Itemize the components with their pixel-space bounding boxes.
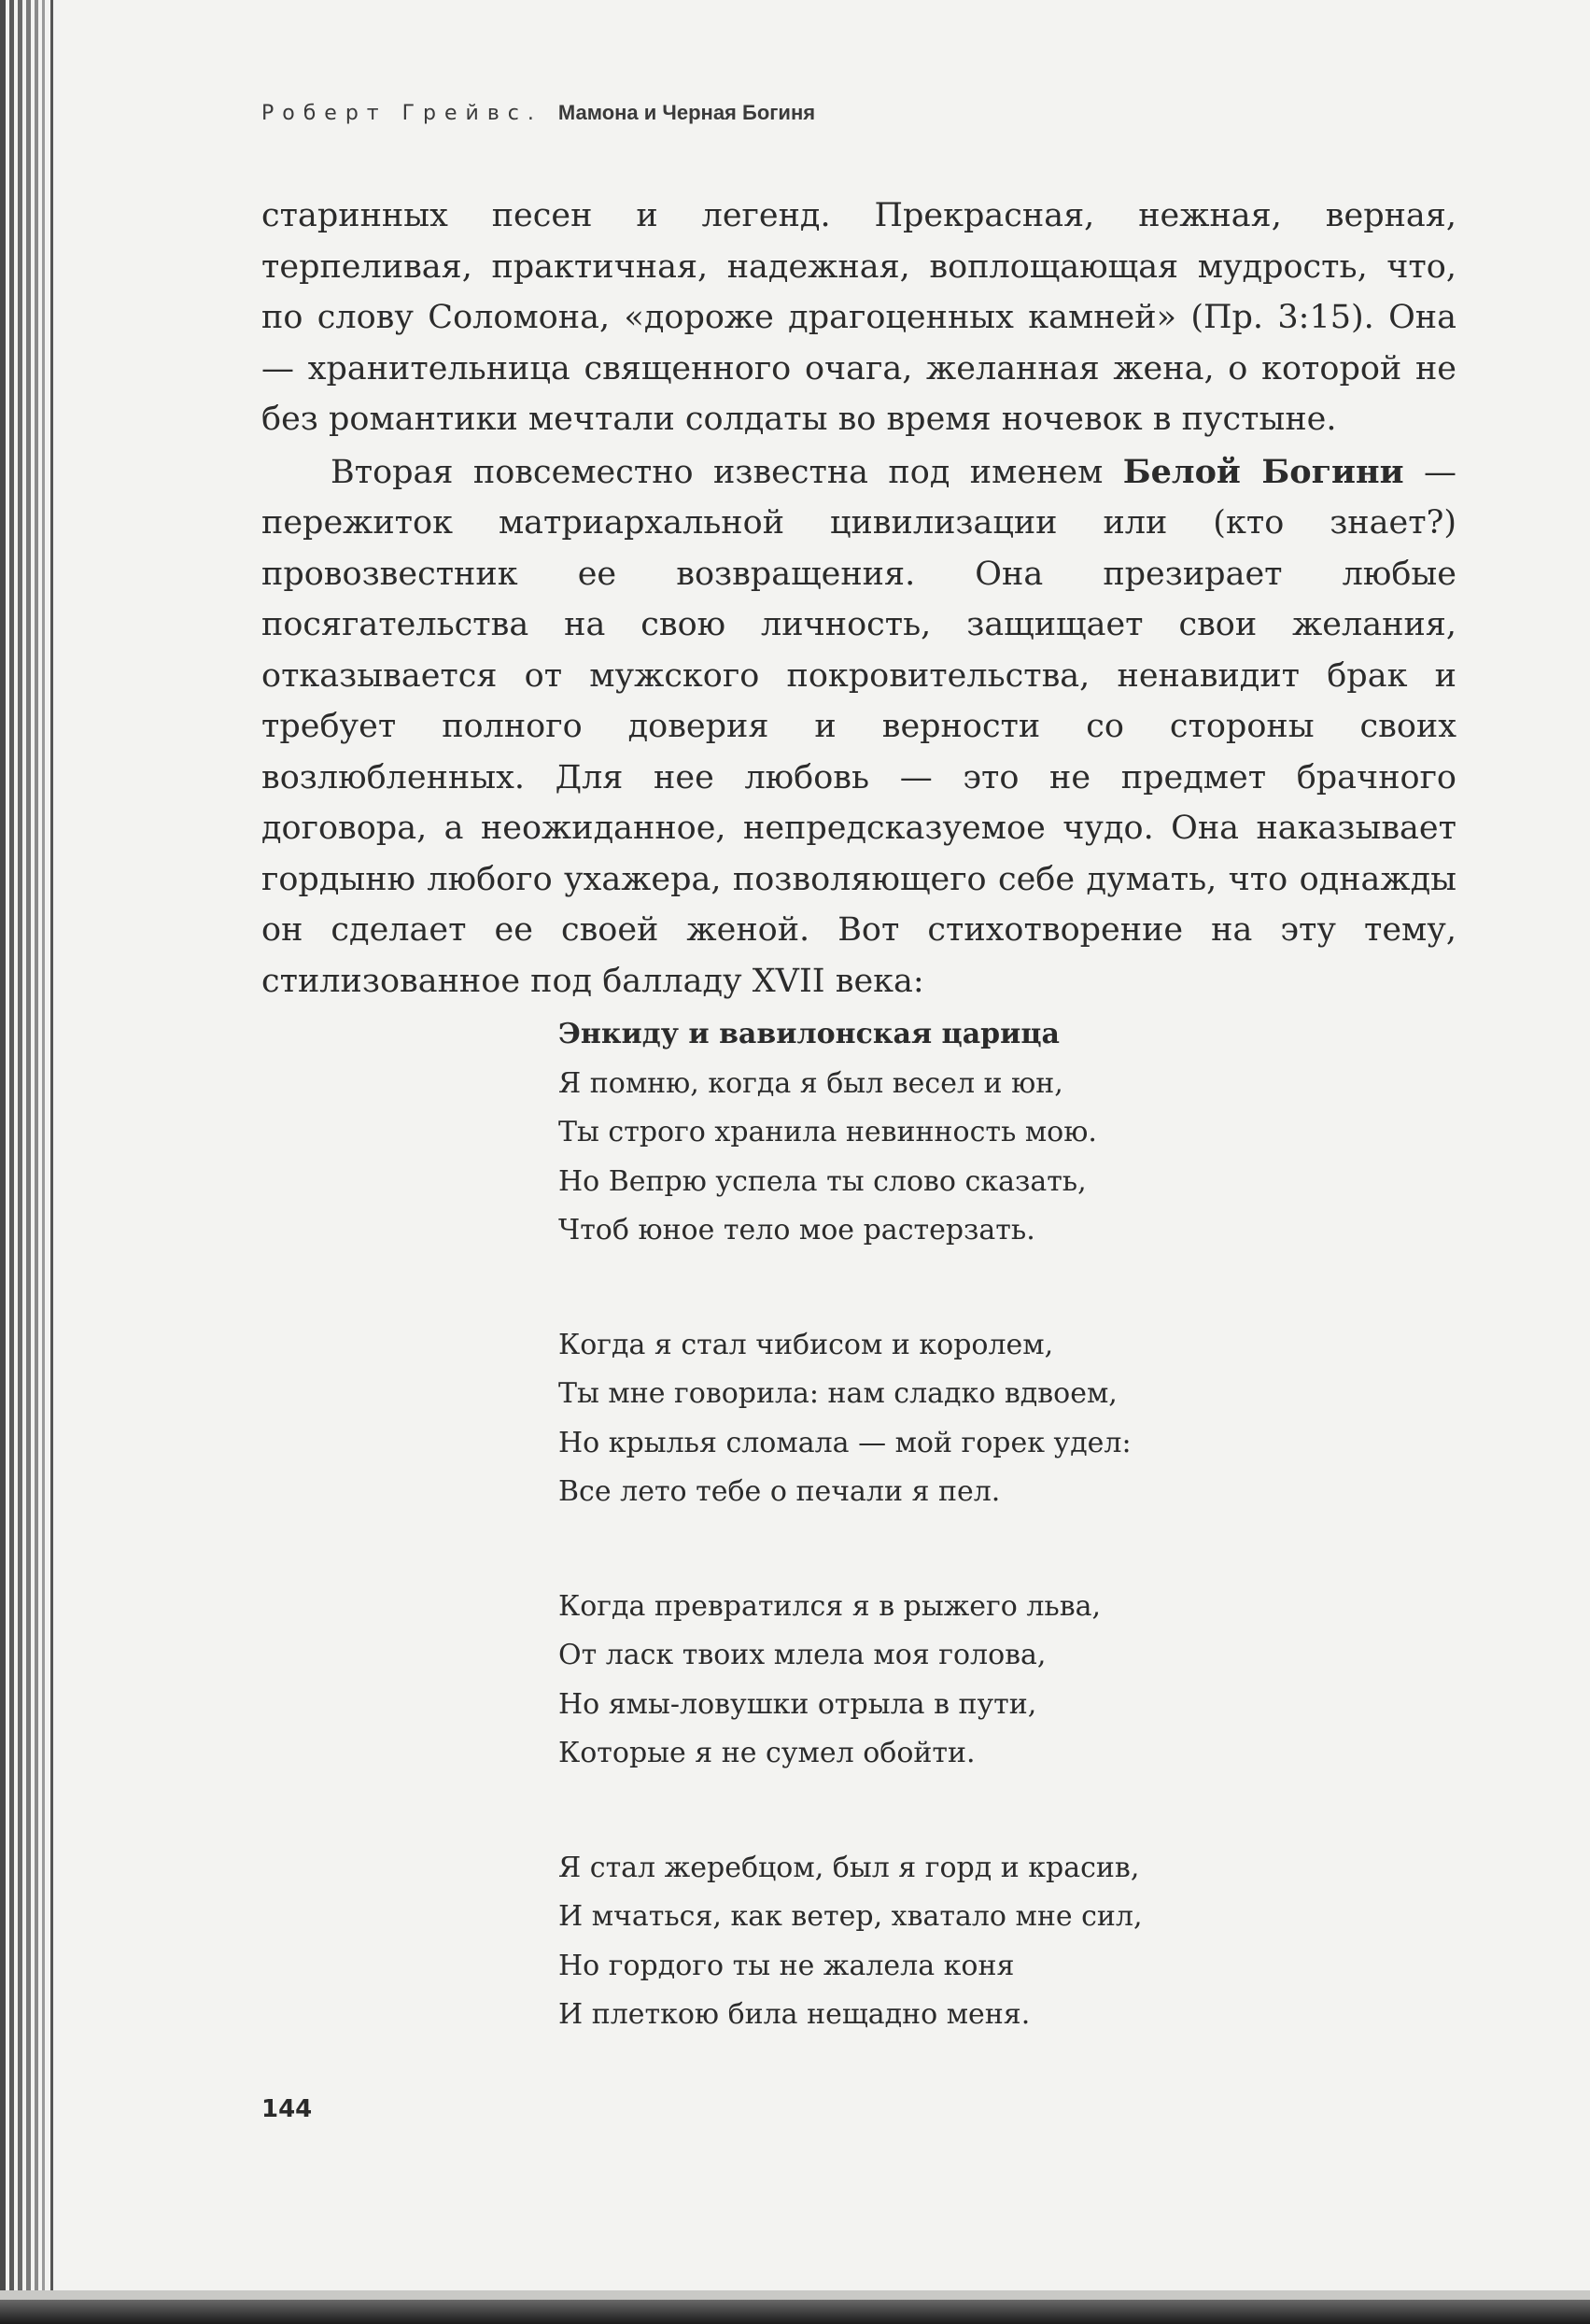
poem-line: И плеткою била нещадно меня. [558,1998,1031,2031]
poem-line: Но крылья сломала — мой горек удел: [558,1426,1132,1459]
page-edge-1 [0,0,6,2324]
poem-line: Когда превратился я в рыжего льва, [558,1589,1102,1623]
poem-line: Но ямы-ловушки отрыла в пути, [558,1687,1037,1721]
poem-stanza-2 [558,1321,1143,1517]
paragraph-1: старинных песен и легенд. Прекрасная, нежная, верная, терпеливая, практичная, надежная, воплощающая мудрость, что, по слову Соломона, «дороже драгоценных камней» (Пр. 3:15). Она — хранительница священного очага, желанная жена, о которой не без романтики мечтали солдаты во время ночевок в пустыне. [261,197,1456,438]
poem-line: И мчаться, как ветер, хватало мне сил, [558,1900,1143,1933]
page-edge-7 [50,0,53,2324]
poem-stanza-1 [558,1060,1143,1256]
page-edge-3 [18,0,22,2324]
poem-line: Когда я стал чибисом и королем, [558,1328,1054,1361]
running-head [261,101,815,125]
page-edge-2 [9,0,14,2324]
white-goddess-term: Белой Богини [1122,452,1404,491]
poem-line: Но Вепрю успела ты слово сказать, [558,1164,1087,1198]
poem-line: Я помню, когда я был весел и юн, [558,1066,1063,1100]
poem-stanza-3 [558,1583,1143,1779]
page-edge-4 [26,0,31,2324]
page-bottom-edge [0,2300,1590,2324]
page-number: 144 [261,2095,313,2123]
poem-line: Но гордого ты не жалела коня [558,1949,1015,1982]
page-edge-6 [42,0,45,2324]
paragraph-2-start: Вторая повсеместно известна под именем [331,453,1123,491]
paragraph-2 [261,447,1456,1007]
running-head-author: Роберт Грейвс. [261,102,542,125]
poem-stanza-4 [558,1844,1143,2040]
poem-line: Ты строго хранила невинность мою. [558,1116,1097,1148]
poem-title: Энкиду и вавилонская царица [558,1018,1060,1050]
poem-line: Все лето тебе о печали я пел. [558,1475,1001,1508]
poem-line: Ты мне говорила: нам сладко вдвоем, [558,1377,1118,1410]
body-text [261,190,1456,1007]
page-bottom-edge-light [0,2290,1590,2300]
poem-line: Я стал жеребцом, был я горд и красив, [558,1851,1140,1884]
poem-line: Которые я не сумел обойти. [558,1737,976,1769]
poem [558,1010,1143,2106]
paragraph-2-rest: — пережиток матриархальной цивилизации или (кто знает?) провозвестник ее возвращения. Она презирает любые посягательства на свою личность, защищает свои желания, отказывается от мужского покровительства, ненавидит брак и требует полного доверия и верности со стороны своих возлюбленных. Для нее любовь — это не предмет брачного договора, а неожиданное, непредсказуемое чудо. Она наказывает гордыню любого ухажера, позволяющего себе думать, что однажды он сделает ее своей женой. Вот стихотворение на эту тему, стилизованное под балладу XVII века: [261,453,1456,1000]
poem-line: От ласк твоих млела моя голова, [558,1639,1047,1671]
page-edge-5 [35,0,38,2324]
poem-line: Чтоб юное тело мое растерзать. [558,1214,1035,1247]
running-head-title: Мамона и Черная Богиня [557,101,816,124]
